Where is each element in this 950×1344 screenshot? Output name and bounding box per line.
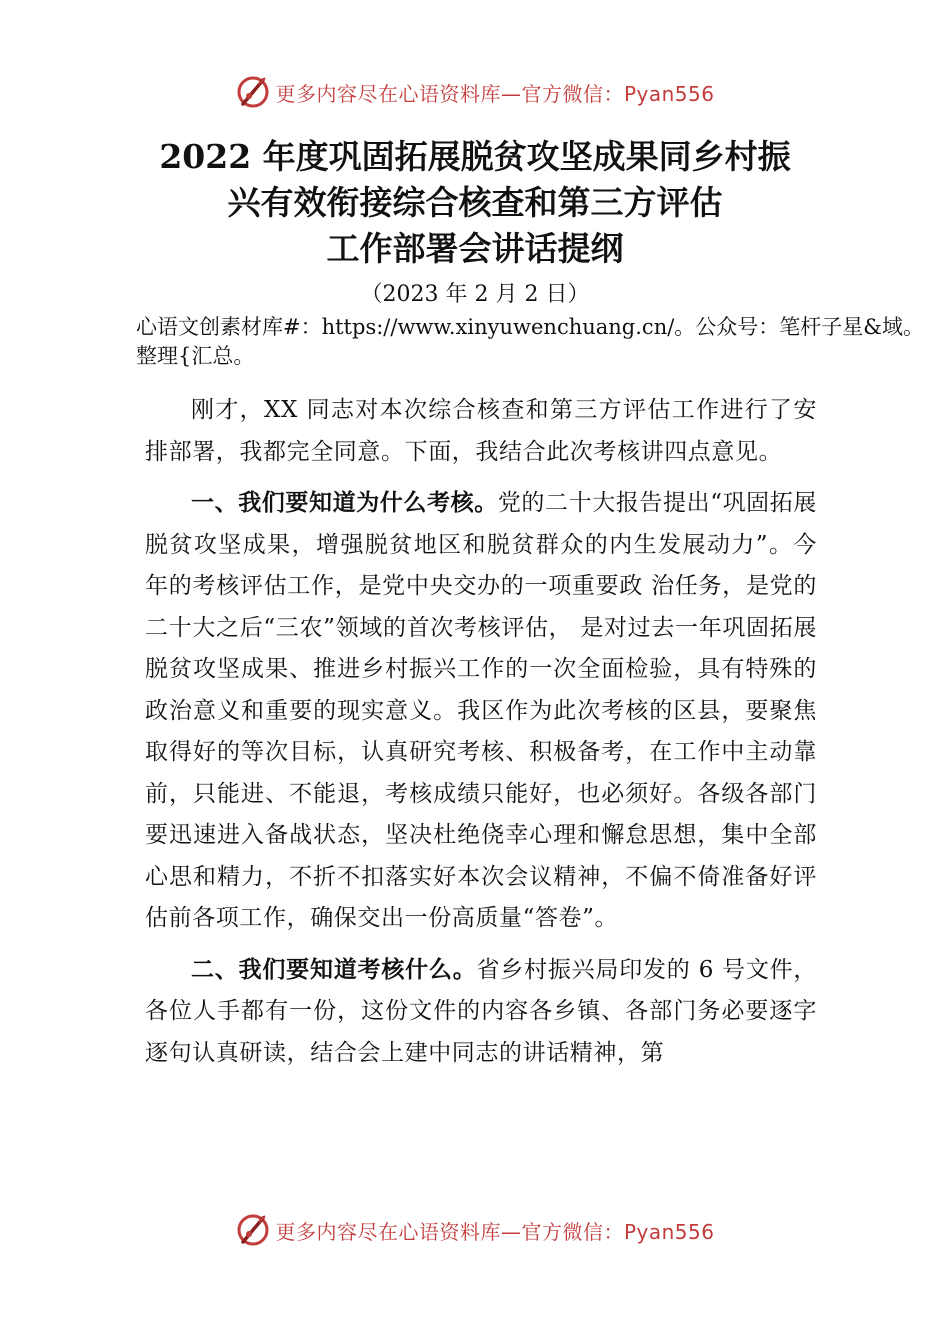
section-1-heading: 一、我们要知道为什么考核。	[191, 490, 498, 516]
header-banner	[0, 72, 950, 112]
section-2-heading: 二、我们要知道考核什么。	[191, 956, 477, 983]
banner-text: 更多内容尽在心语资料库—官方微信：Pyan556	[275, 81, 715, 106]
title-line-2: 兴有效衔接综合核查和第三方评估	[227, 183, 723, 222]
title-line-3: 工作部署会讲话提纲	[326, 229, 624, 268]
banner-text: 更多内容尽在心语资料库—官方微信：Pyan556	[275, 1219, 715, 1244]
document-title	[0, 134, 950, 272]
source-note: 心语文创素材库#：https://www.xinyuwenchuang.cn/。公众号：笔杆子星&域。整理{汇总。	[136, 315, 924, 368]
title-line-1: 2022 年度巩固拓展脱贫攻坚成果同乡村振	[159, 137, 791, 176]
section-2-text: 省乡村振兴局印发的 6 号文件，各位人手都有一份，这份文件的内容各乡镇、各部门务必要逐字逐句认真研读，结合会上建中同志的讲话精神，第	[145, 956, 817, 1066]
paragraph-section-2	[145, 950, 817, 1075]
footer-banner	[0, 1210, 950, 1250]
section-1-text: 党的二十大报告提出“巩固拓展脱贫攻坚成果，增强脱贫地区和脱贫群众的内生发展动力”。今年的考核评估工作，是党中央交办的一项重要政 治任务，是党的二十大之后“三农”领域的首次考核评估， 是对过去一年巩固拓展脱贫攻坚成果、推进乡村振兴工作的一次全面检验，具有特殊的政治意义和重要的现实意义。我区作为此次考核的区县，要聚焦取得好的等次目标，认真研究考核、积极备考，在工作中主动靠前，只能进、不能退，考核成绩只能好，也必须好。各级各部门要迅速进入备战状态，坚决杜绝侥幸心理和懈怠思想，集中全部心思和精力，不折不扣落实好本次会议精神，不偏不倚准备好评估前各项工作，确保交出一份高质量“答卷”。	[145, 490, 817, 931]
document-body	[145, 390, 817, 1084]
paragraph-section-1	[145, 483, 817, 940]
pen-seal-logo-icon	[235, 1212, 271, 1248]
pen-seal-logo-icon	[235, 74, 271, 110]
document-date: （2023 年 2 月 2 日）	[360, 282, 590, 307]
paragraph-intro: 刚才，XX 同志对本次综合核查和第三方评估工作进行了安排部署，我都完全同意。下面，我结合此次考核讲四点意见。	[145, 397, 817, 465]
